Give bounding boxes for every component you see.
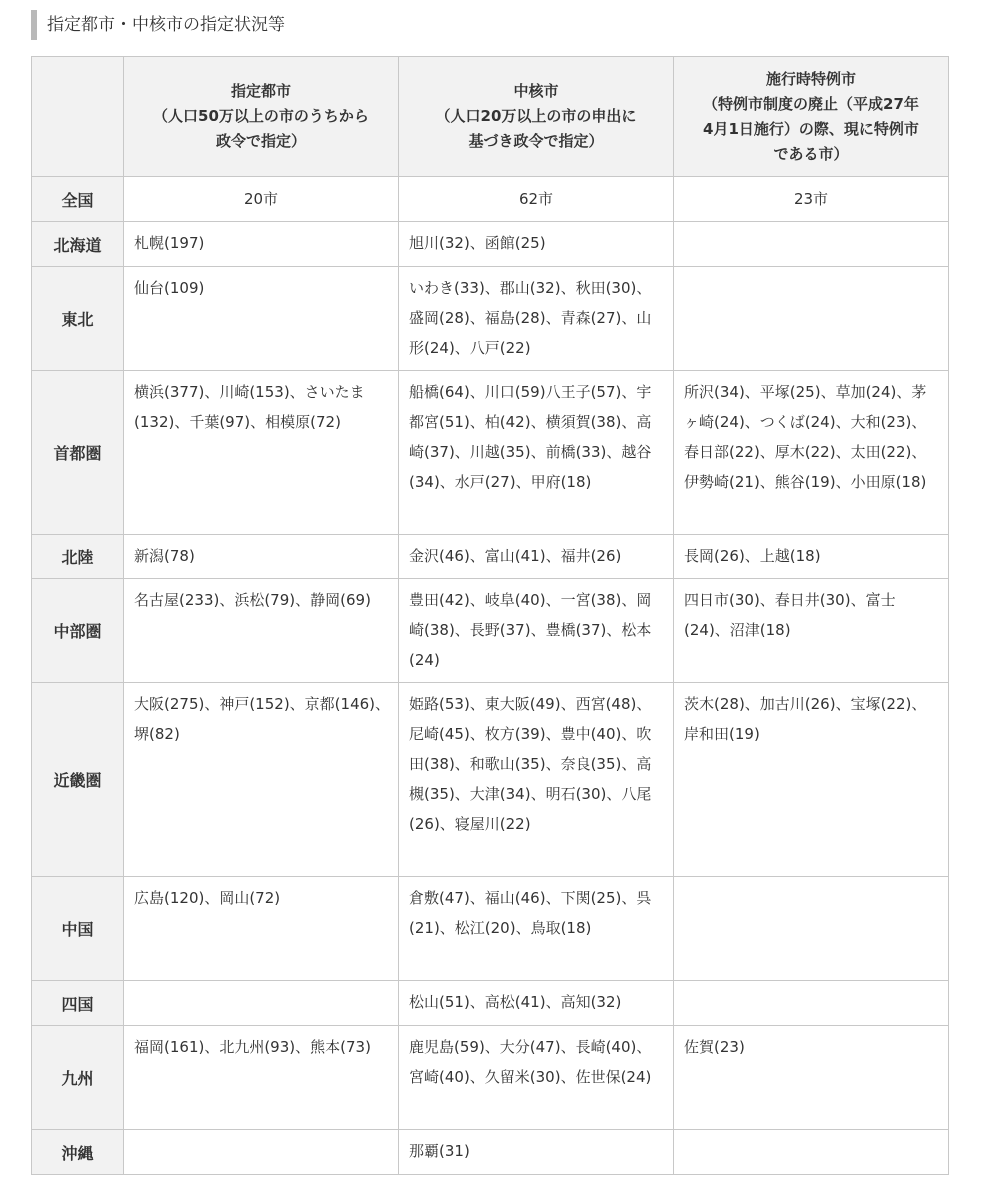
core-city-cell: 豊田(42)、岐阜(40)、一宮(38)、岡崎(38)、長野(37)、豊橋(37)、松本(24)	[399, 579, 674, 683]
core-city-cell: 旭川(32)、函館(25)	[399, 222, 674, 267]
header-note-line: 基づき政令で指定）	[468, 132, 604, 150]
region-label: 四国	[32, 981, 124, 1026]
region-label: 中部圏	[32, 579, 124, 683]
special-city-cell	[674, 877, 949, 981]
special-city-cell	[674, 981, 949, 1026]
header-row	[32, 57, 949, 177]
region-label: 全国	[32, 177, 124, 222]
special-city-cell	[674, 267, 949, 371]
region-label: 北海道	[32, 222, 124, 267]
region-label: 首都圏	[32, 371, 124, 535]
designation-status-table	[31, 56, 949, 1175]
header-title: 施行時特例市	[765, 69, 856, 88]
table-row	[32, 267, 949, 371]
table-row	[32, 1130, 949, 1175]
special-city-cell	[674, 222, 949, 267]
special-city-cell: 四日市(30)、春日井(30)、富士(24)、沼津(18)	[674, 579, 949, 683]
table-row	[32, 222, 949, 267]
core-city-cell: 松山(51)、高松(41)、高知(32)	[399, 981, 674, 1026]
header-title: 指定都市	[230, 82, 291, 100]
table-row	[32, 535, 949, 579]
designated-city-cell	[124, 1130, 399, 1175]
special-city-cell: 佐賀(23)	[674, 1026, 949, 1130]
table-row	[32, 579, 949, 683]
table-row	[32, 177, 949, 222]
header-core-city	[399, 57, 674, 177]
designated-city-cell: 大阪(275)、神戸(152)、京都(146)、堺(82)	[124, 683, 399, 877]
special-city-cell: 23市	[674, 177, 949, 222]
designated-city-cell: 横浜(377)、川崎(153)、さいたま(132)、千葉(97)、相模原(72)	[124, 371, 399, 535]
region-label: 沖縄	[32, 1130, 124, 1175]
header-special-city	[674, 57, 949, 177]
region-label: 中国	[32, 877, 124, 981]
special-city-cell: 茨木(28)、加古川(26)、宝塚(22)、岸和田(19)	[674, 683, 949, 877]
core-city-cell: 62市	[399, 177, 674, 222]
header-note-line: （人口50万以上の市のうちから	[153, 107, 369, 125]
designated-city-cell: 20市	[124, 177, 399, 222]
table-row	[32, 1026, 949, 1130]
section-heading: 指定都市・中核市の指定状況等	[31, 10, 971, 40]
designated-city-cell: 札幌(197)	[124, 222, 399, 267]
table-row	[32, 371, 949, 535]
designated-city-cell: 仙台(109)	[124, 267, 399, 371]
header-note-line: である市）	[773, 144, 849, 163]
core-city-cell: 船橋(64)、川口(59)八王子(57)、宇都宮(51)、柏(42)、横須賀(38)、高崎(37)、川越(35)、前橋(33)、越谷(34)、水戸(27)、甲府(18)	[399, 371, 674, 535]
core-city-cell: 那覇(31)	[399, 1130, 674, 1175]
core-city-cell: 倉敷(47)、福山(46)、下関(25)、呉(21)、松江(20)、鳥取(18)	[399, 877, 674, 981]
core-city-cell: 鹿児島(59)、大分(47)、長崎(40)、宮崎(40)、久留米(30)、佐世保(24)	[399, 1026, 674, 1130]
table-row	[32, 877, 949, 981]
designated-city-cell: 名古屋(233)、浜松(79)、静岡(69)	[124, 579, 399, 683]
header-note-line: 4月1日施行）の際、現に特例市	[703, 119, 919, 138]
table-row	[32, 683, 949, 877]
core-city-cell: 姫路(53)、東大阪(49)、西宮(48)、尼崎(45)、枚方(39)、豊中(40)、吹田(38)、和歌山(35)、奈良(35)、高槻(35)、大津(34)、明石(30)、八尾(26)、寝屋川(22)	[399, 683, 674, 877]
special-city-cell: 長岡(26)、上越(18)	[674, 535, 949, 579]
region-label: 九州	[32, 1026, 124, 1130]
special-city-cell: 所沢(34)、平塚(25)、草加(24)、茅ヶ崎(24)、つくば(24)、大和(23)、春日部(22)、厚木(22)、太田(22)、伊勢崎(21)、熊谷(19)、小田原(18)	[674, 371, 949, 535]
special-city-cell	[674, 1130, 949, 1175]
region-label: 北陸	[32, 535, 124, 579]
region-label: 近畿圏	[32, 683, 124, 877]
header-note-line: （特例市制度の廃止（平成27年	[703, 94, 919, 113]
designated-city-cell	[124, 981, 399, 1026]
core-city-cell: 金沢(46)、富山(41)、福井(26)	[399, 535, 674, 579]
header-note-line: （人口20万以上の市の申出に	[435, 107, 637, 125]
designated-city-cell: 広島(120)、岡山(72)	[124, 877, 399, 981]
header-note-line: 政令で指定）	[215, 132, 306, 150]
table-row	[32, 981, 949, 1026]
designated-city-cell: 新潟(78)	[124, 535, 399, 579]
region-label: 東北	[32, 267, 124, 371]
header-corner-cell	[32, 57, 124, 177]
designated-city-cell: 福岡(161)、北九州(93)、熊本(73)	[124, 1026, 399, 1130]
header-designated-city	[124, 57, 399, 177]
core-city-cell: いわき(33)、郡山(32)、秋田(30)、盛岡(28)、福島(28)、青森(27)、山形(24)、八戸(22)	[399, 267, 674, 371]
header-title: 中核市	[513, 82, 559, 100]
